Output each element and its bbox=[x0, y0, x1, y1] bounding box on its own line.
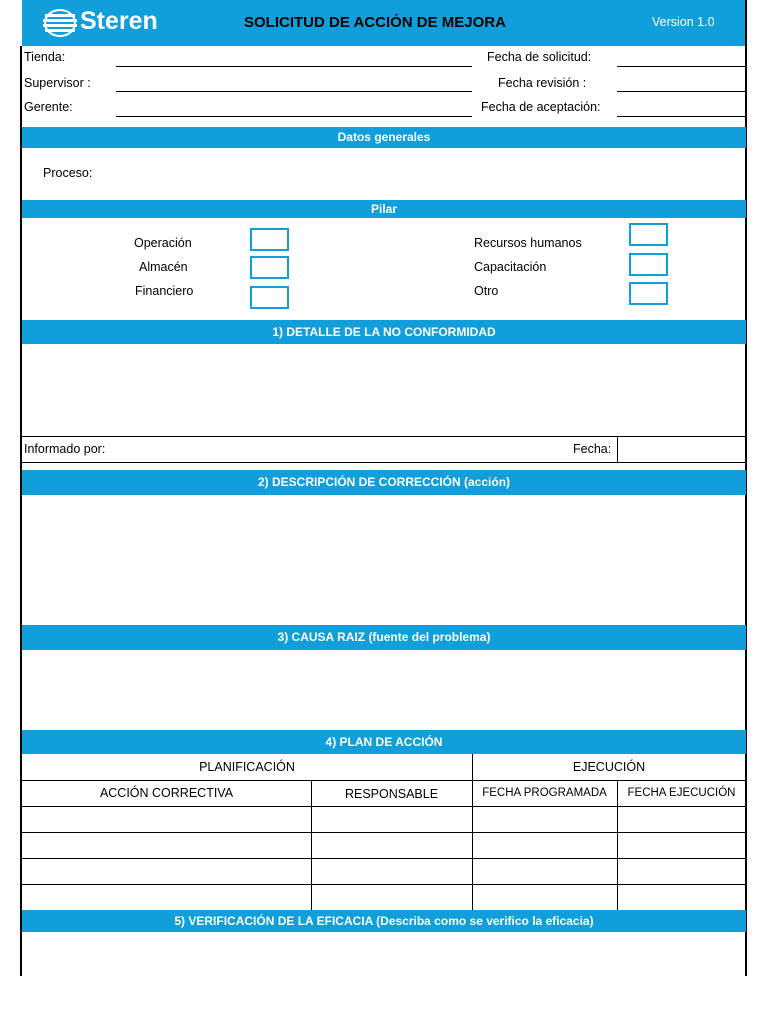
table-row[interactable] bbox=[22, 807, 746, 832]
page-title: SOLICITUD DE ACCIÓN DE MEJORA bbox=[244, 14, 506, 31]
informado-label: Informado por: bbox=[24, 442, 106, 456]
section3-header: 3) CAUSA RAIZ (fuente del problema) bbox=[22, 625, 746, 650]
gerente-field[interactable] bbox=[116, 116, 472, 117]
section2-textarea[interactable] bbox=[22, 495, 746, 625]
table-row[interactable] bbox=[22, 833, 746, 858]
datos-generales-header: Datos generales bbox=[22, 127, 746, 148]
fecha-aceptacion-label: Fecha de aceptación: bbox=[481, 100, 601, 114]
pilar-otro-checkbox[interactable] bbox=[629, 282, 668, 305]
fecha-revision-label: Fecha revisión : bbox=[498, 76, 587, 90]
planificacion-header: PLANIFICACIÓN bbox=[199, 760, 295, 774]
steren-logo-icon bbox=[43, 8, 77, 38]
fecha-solicitud-field[interactable] bbox=[617, 66, 745, 67]
section5-textarea[interactable] bbox=[22, 932, 746, 976]
supervisor-field[interactable] bbox=[116, 91, 472, 92]
fecha-solicitud-label: Fecha de solicitud: bbox=[487, 50, 592, 64]
supervisor-label: Supervisor : bbox=[24, 76, 91, 90]
pilar-operacion-checkbox[interactable] bbox=[250, 228, 289, 251]
pilar-financiero-checkbox[interactable] bbox=[250, 286, 289, 309]
header-bar bbox=[22, 0, 746, 46]
table-line bbox=[22, 780, 746, 781]
section1-textarea[interactable] bbox=[22, 344, 746, 436]
fecha-aceptacion-field[interactable] bbox=[617, 116, 745, 117]
pilar-otro-label: Otro bbox=[474, 284, 499, 298]
col-responsable: RESPONSABLE bbox=[344, 787, 439, 801]
fecha-label: Fecha: bbox=[573, 442, 612, 456]
pilar-financiero-label: Financiero bbox=[135, 284, 194, 298]
table-row[interactable] bbox=[22, 859, 746, 884]
ejecucion-header: EJECUCIÓN bbox=[572, 760, 646, 774]
col-accion-correctiva: ACCIÓN CORRECTIVA bbox=[99, 786, 234, 800]
pilar-operacion-label: Operación bbox=[134, 236, 192, 250]
pilar-header: Pilar bbox=[22, 200, 746, 218]
logo-text: Steren bbox=[80, 7, 158, 35]
tienda-field[interactable] bbox=[116, 66, 472, 67]
col-fecha-ejecucion: FECHA EJECUCIÓN bbox=[627, 787, 736, 799]
section5-header: 5) VERIFICACIÓN DE LA EFICACIA (Describa como se verifico la eficacia) bbox=[22, 910, 746, 932]
tienda-label: Tienda: bbox=[24, 50, 66, 64]
informado-row-bottom bbox=[22, 462, 746, 463]
table-row[interactable] bbox=[22, 885, 746, 910]
fecha-revision-field[interactable] bbox=[617, 91, 745, 92]
pilar-capacitacion-checkbox[interactable] bbox=[629, 253, 668, 276]
proceso-label: Proceso: bbox=[43, 166, 93, 180]
pilar-recursos-humanos-label: Recursos humanos bbox=[474, 236, 582, 250]
section1-header: 1) DETALLE DE LA NO CONFORMIDAD bbox=[22, 320, 746, 344]
pilar-capacitacion-label: Capacitación bbox=[474, 260, 547, 274]
gerente-label: Gerente: bbox=[24, 100, 73, 114]
fecha-input[interactable] bbox=[618, 437, 745, 462]
section3-textarea[interactable] bbox=[22, 650, 746, 730]
pilar-almacen-checkbox[interactable] bbox=[250, 256, 289, 279]
section2-header: 2) DESCRIPCIÓN DE CORRECCIÓN (acción) bbox=[22, 470, 746, 495]
pilar-recursos-humanos-checkbox[interactable] bbox=[629, 223, 668, 246]
version-label: Version 1.0 bbox=[652, 15, 715, 29]
pilar-almacen-label: Almacén bbox=[139, 260, 188, 274]
col-fecha-programada: FECHA PROGRAMADA bbox=[482, 787, 607, 799]
section4-header: 4) PLAN DE ACCIÓN bbox=[22, 730, 746, 754]
